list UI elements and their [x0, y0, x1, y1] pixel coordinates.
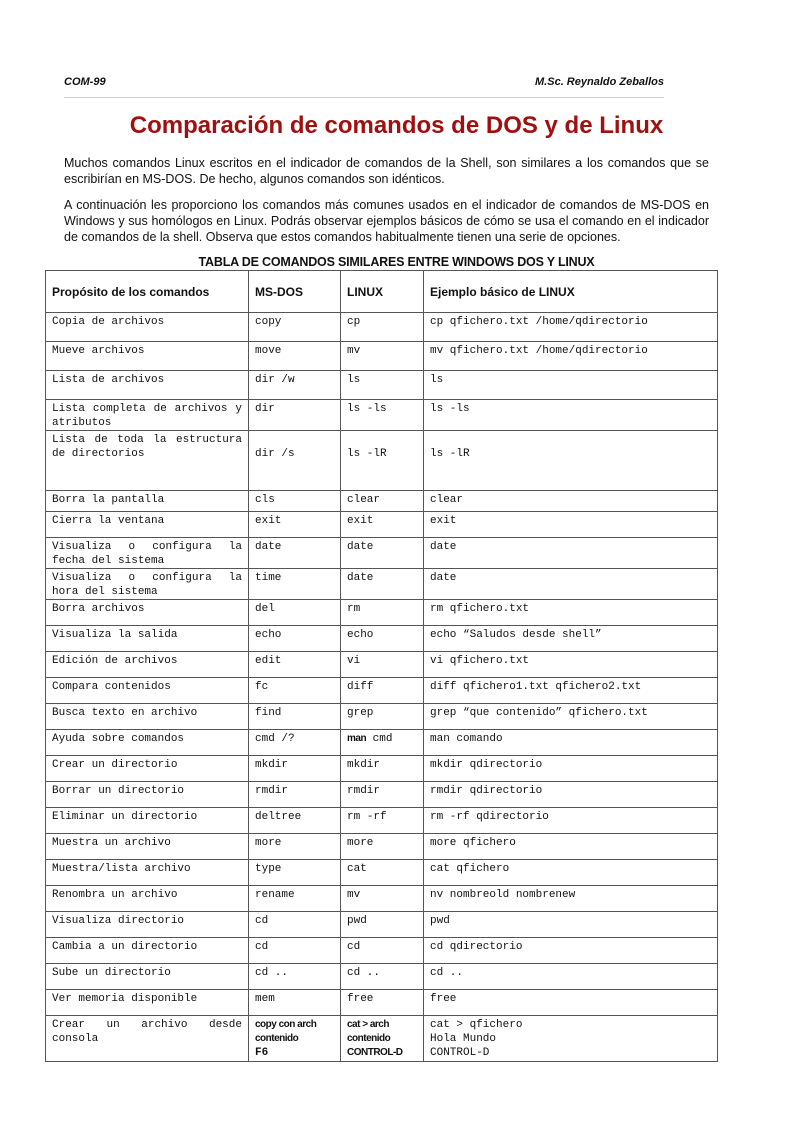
table-row [46, 912, 718, 938]
cell-linux: cd .. [341, 964, 424, 990]
cell-purpose: Lista de toda la estructura de directorios [46, 431, 249, 491]
cell-msdos: cd [249, 938, 341, 964]
cell-example: ls -ls [424, 400, 718, 431]
table-row [46, 569, 718, 600]
table-row [46, 1016, 718, 1062]
header-example: Ejemplo básico de LINUX [424, 271, 718, 313]
cell-linux: mv [341, 342, 424, 371]
cell-example: pwd [424, 912, 718, 938]
cell-linux: diff [341, 678, 424, 704]
cell-msdos: cmd /? [249, 730, 341, 756]
cell-purpose: Busca texto en archivo [46, 704, 249, 730]
cell-purpose: Borrar un directorio [46, 782, 249, 808]
cell-example: cp qfichero.txt /home/qdirectorio [424, 313, 718, 342]
table-row [46, 491, 718, 512]
cell-purpose: Muestra un archivo [46, 834, 249, 860]
cell-linux-text: cmd [372, 733, 393, 745]
intro-paragraph-2: A continuación les proporciono los comandos más comunes usados en el indicador de comandos de MS-DOS en Windows y sus homólogos en Linux. Podrás observar ejemplos básicos de cómo se usa el comando en el indicador de comandos de la shell. Observa que estos comandos habitualmente tienen una serie de opciones. [64, 198, 709, 244]
table-row [46, 600, 718, 626]
cell-msdos: cd .. [249, 964, 341, 990]
msdos-line-1: copy con arch [255, 1019, 317, 1030]
cell-msdos [249, 1016, 341, 1062]
cell-example: mv qfichero.txt /home/qdirectorio [424, 342, 718, 371]
cell-msdos: edit [249, 652, 341, 678]
cell-msdos: type [249, 860, 341, 886]
cell-linux: exit [341, 512, 424, 538]
cell-msdos: more [249, 834, 341, 860]
cell-example: rm qfichero.txt [424, 600, 718, 626]
header-course-code: COM-99 [64, 76, 106, 88]
example-line-3: CONTROL-D [430, 1047, 490, 1059]
cell-msdos: del [249, 600, 341, 626]
cell-example: rm -rf qdirectorio [424, 808, 718, 834]
cell-linux: rmdir [341, 782, 424, 808]
cell-purpose: Compara contenidos [46, 678, 249, 704]
table-row [46, 808, 718, 834]
table-row [46, 538, 718, 569]
table-row [46, 342, 718, 371]
cell-purpose: Borra la pantalla [46, 491, 249, 512]
table-row [46, 964, 718, 990]
cell-example: diff qfichero1.txt qfichero2.txt [424, 678, 718, 704]
cell-example: exit [424, 512, 718, 538]
cell-example: man comando [424, 730, 718, 756]
intro-paragraph-1: Muchos comandos Linux escritos en el indicador de comandos de la Shell, son similares a los comandos que se escribirían en MS-DOS. De hecho, algunos comandos son idénticos. [64, 156, 709, 186]
cell-example: free [424, 990, 718, 1016]
table-row [46, 704, 718, 730]
cell-linux: rm -rf [341, 808, 424, 834]
cell-linux: rm [341, 600, 424, 626]
table-row [46, 860, 718, 886]
cell-msdos: dir /w [249, 371, 341, 400]
cell-linux: clear [341, 491, 424, 512]
cell-purpose: Copia de archivos [46, 313, 249, 342]
cell-example: vi qfichero.txt [424, 652, 718, 678]
linux-line-1: cat > arch [347, 1019, 389, 1030]
header-linux: LINUX [341, 271, 424, 313]
cell-msdos: date [249, 538, 341, 569]
example-line-1: cat > qfichero [430, 1019, 523, 1031]
cell-msdos: echo [249, 626, 341, 652]
cell-msdos: exit [249, 512, 341, 538]
cell-linux: more [341, 834, 424, 860]
cell-purpose: Lista completa de archivos y atributos [46, 400, 249, 431]
page-title: Comparación de comandos de DOS y de Linux [129, 112, 664, 139]
table-row [46, 652, 718, 678]
cell-purpose: Mueve archivos [46, 342, 249, 371]
page-header [64, 76, 664, 94]
cell-example: cd .. [424, 964, 718, 990]
cell-purpose: Crear un directorio [46, 756, 249, 782]
cell-example: grep “que contenido” qfichero.txt [424, 704, 718, 730]
table-row [46, 371, 718, 400]
table-header-row [46, 271, 718, 313]
cell-linux: echo [341, 626, 424, 652]
table-row [46, 400, 718, 431]
cell-example: cd qdirectorio [424, 938, 718, 964]
cell-purpose: Cambia a un directorio [46, 938, 249, 964]
cell-example: ls [424, 371, 718, 400]
cell-msdos: copy [249, 313, 341, 342]
cell-linux: ls -lR [341, 431, 424, 491]
cell-linux: cp [341, 313, 424, 342]
table-row [46, 512, 718, 538]
linux-line-2: contenido [347, 1033, 391, 1044]
linux-line-3: CONTROL-D [347, 1047, 403, 1058]
cell-purpose: Borra archivos [46, 600, 249, 626]
cell-msdos: move [249, 342, 341, 371]
cell-msdos: dir /s [249, 431, 341, 491]
cell-example [424, 1016, 718, 1062]
cell-purpose: Visualiza directorio [46, 912, 249, 938]
table-row [46, 886, 718, 912]
cell-example: rmdir qdirectorio [424, 782, 718, 808]
table-row [46, 678, 718, 704]
cell-msdos: dir [249, 400, 341, 431]
cell-msdos: mkdir [249, 756, 341, 782]
table-row [46, 938, 718, 964]
cell-linux: free [341, 990, 424, 1016]
header-author: M.Sc. Reynaldo Zeballos [535, 76, 664, 88]
msdos-line-3: F6 [255, 1047, 269, 1059]
cell-example: date [424, 538, 718, 569]
cell-msdos: cd [249, 912, 341, 938]
cell-purpose: Ayuda sobre comandos [46, 730, 249, 756]
table-row [46, 782, 718, 808]
cell-example: cat qfichero [424, 860, 718, 886]
cell-purpose: Sube un directorio [46, 964, 249, 990]
cell-linux: date [341, 538, 424, 569]
table-row [46, 626, 718, 652]
table-row [46, 313, 718, 342]
cell-linux: mv [341, 886, 424, 912]
cell-purpose: Muestra/lista archivo [46, 860, 249, 886]
cell-linux: ls -ls [341, 400, 424, 431]
cell-linux: cat [341, 860, 424, 886]
table-row [46, 730, 718, 756]
cell-purpose: Lista de archivos [46, 371, 249, 400]
commands-table [45, 270, 718, 1062]
cell-example: nv nombreold nombrenew [424, 886, 718, 912]
cell-linux: date [341, 569, 424, 600]
cell-example: clear [424, 491, 718, 512]
cell-msdos: time [249, 569, 341, 600]
cell-linux: grep [341, 704, 424, 730]
cell-purpose: Cierra la ventana [46, 512, 249, 538]
cell-purpose: Ver memoria disponible [46, 990, 249, 1016]
cell-purpose: Edición de archivos [46, 652, 249, 678]
cell-linux: cd [341, 938, 424, 964]
cell-example: echo “Saludos desde shell” [424, 626, 718, 652]
cell-linux: vi [341, 652, 424, 678]
cell-msdos: cls [249, 491, 341, 512]
cell-msdos: mem [249, 990, 341, 1016]
cell-example: more qfichero [424, 834, 718, 860]
cell-linux: ls [341, 371, 424, 400]
table-row [46, 756, 718, 782]
cell-msdos: deltree [249, 808, 341, 834]
table-row [46, 834, 718, 860]
man-prefix: man [347, 733, 367, 744]
table-row [46, 990, 718, 1016]
cell-example: ls -lR [424, 431, 718, 491]
cell-purpose: Eliminar un directorio [46, 808, 249, 834]
cell-linux: pwd [341, 912, 424, 938]
msdos-line-2: contenido [255, 1033, 299, 1044]
cell-purpose: Visualiza la salida [46, 626, 249, 652]
cell-msdos: fc [249, 678, 341, 704]
cell-msdos: rmdir [249, 782, 341, 808]
cell-purpose: Renombra un archivo [46, 886, 249, 912]
example-line-2: Hola Mundo [430, 1033, 497, 1045]
cell-purpose: Visualiza o configura la fecha del sistema [46, 538, 249, 569]
cell-example: mkdir qdirectorio [424, 756, 718, 782]
cell-msdos: find [249, 704, 341, 730]
cell-linux [341, 730, 424, 756]
header-divider [64, 97, 664, 98]
cell-example: date [424, 569, 718, 600]
header-purpose: Propósito de los comandos [46, 271, 249, 313]
table-row [46, 431, 718, 491]
table-title: TABLA DE COMANDOS SIMILARES ENTRE WINDOWS DOS Y LINUX [198, 255, 595, 269]
cell-purpose: Visualiza o configura la hora del sistema [46, 569, 249, 600]
header-msdos: MS-DOS [249, 271, 341, 313]
cell-msdos: rename [249, 886, 341, 912]
cell-purpose: Crear un archivo desde consola [46, 1016, 249, 1062]
cell-linux [341, 1016, 424, 1062]
cell-linux: mkdir [341, 756, 424, 782]
